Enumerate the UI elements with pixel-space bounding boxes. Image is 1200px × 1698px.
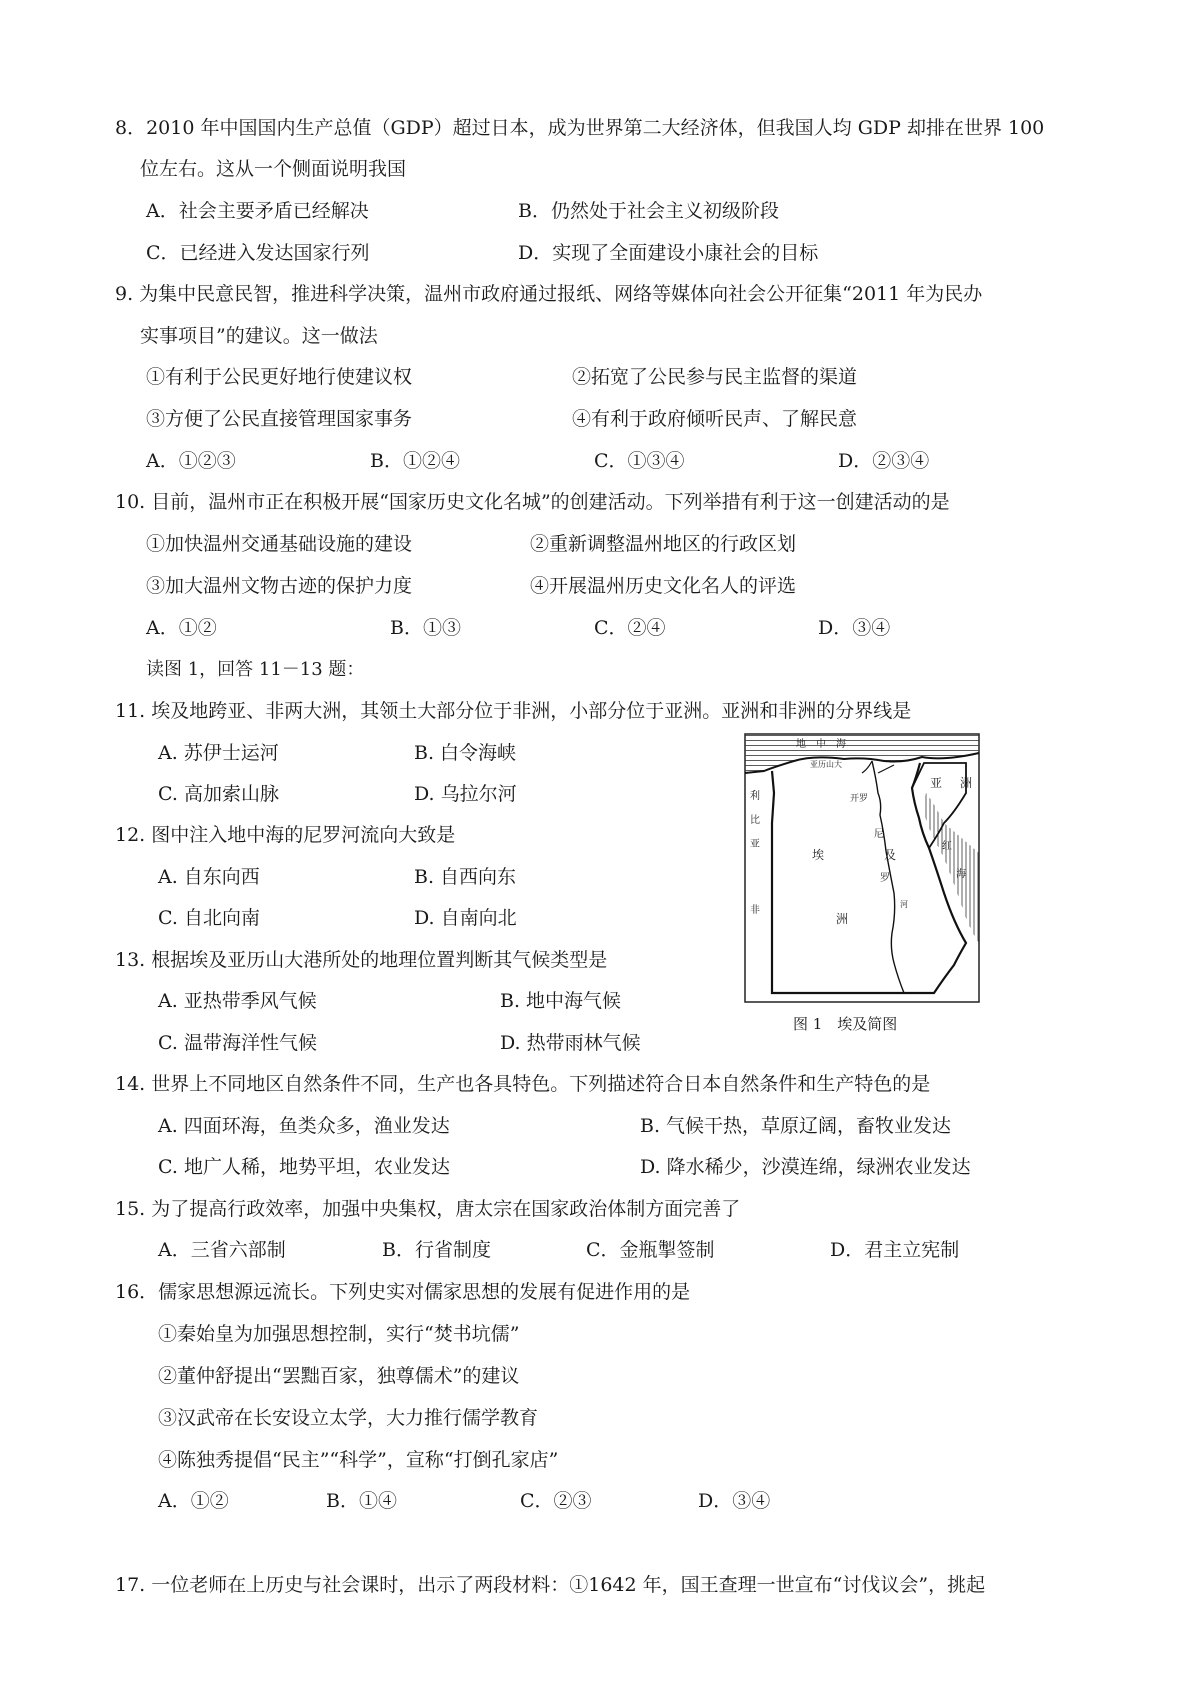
label-nile-3: 河 [900,900,908,909]
label-redsea-2: 海 [956,869,966,880]
q10-option-a: A．①② [146,617,217,639]
q9-stem-line1: 9. 为集中民意民智，推进科学决策，温州市政府通过报纸、网络等媒体向社会公开征集“2011 年为民办 [115,283,983,305]
q14-option-c: C. 地广人稀，地势平坦，农业发达 [158,1156,450,1178]
q8-option-d: D．实现了全面建设小康社会的目标 [518,242,819,264]
label-alexandria: 亚历山大 [810,760,842,769]
q13-option-c: C. 温带海洋性气候 [158,1032,317,1054]
q8-option-a: A．社会主要矛盾已经解决 [146,200,369,222]
q12-stem: 12. 图中注入地中海的尼罗河流向大致是 [115,824,456,846]
map-caption: 图 1 埃及简图 [793,1015,898,1033]
label-nile-2: 罗 [880,873,890,884]
q16-statement-4: ④陈独秀提倡“民主”“科学”，宣称“打倒孔家店” [158,1449,559,1471]
q16-option-b: B．①④ [326,1490,397,1512]
label-asia-1: 亚 [930,776,943,790]
q17-stem: 17. 一位老师在上历史与社会课时，出示了两段材料：①1642 年，国王查理一世宣布“讨伐议会”，挑起 [115,1574,986,1596]
q16-statement-1: ①秦始皇为加强思想控制，实行“焚书坑儒” [158,1323,520,1345]
q11-option-b: B. 白令海峡 [414,742,517,764]
label-egypt: 埃 [812,848,825,862]
label-africa: 非 [750,905,760,916]
q11-stem: 11. 埃及地跨亚、非两大洲，其领土大部分位于非洲，小部分位于亚洲。亚洲和非洲的分界线是 [115,700,912,722]
q8-stem-line2: 位左右。这从一个侧面说明我国 [140,158,407,180]
q8-option-c: C．已经进入发达国家行列 [146,242,370,264]
q16-stem: 16．儒家思想源远流长。下列史实对儒家思想的发展有促进作用的是 [115,1281,691,1303]
q14-option-d: D. 降水稀少，沙漠连绵，绿洲农业发达 [640,1156,971,1178]
label-egypt-and: 及 [884,848,897,862]
q8-stem-line1: 8．2010 年中国国内生产总值（GDP）超过日本，成为世界第二大经济体，但我国人均 GDP 却排在世界 100 [115,117,1045,139]
q12-option-b: B. 自西向东 [414,866,517,888]
egypt-map-figure [744,733,980,1003]
q11-option-c: C. 高加索山脉 [158,783,279,805]
q12-option-c: C. 自北向南 [158,907,260,929]
q15-stem: 15. 为了提高行政效率，加强中央集权，唐太宗在国家政治体制方面完善了 [115,1198,741,1220]
q10-option-d: D．③④ [818,617,891,639]
label-cairo: 开罗 [850,794,869,804]
q16-option-c: C．②③ [520,1490,592,1512]
q9-statement-4: ④有利于政府倾听民声、了解民意 [572,408,858,430]
q10-stem: 10. 目前，温州市正在积极开展“国家历史文化名城”的创建活动。下列举措有利于这一创建活动的是 [115,491,950,513]
q9-option-c: C．①③④ [594,450,685,472]
q10-option-c: C．②④ [594,617,666,639]
q13-option-b: B. 地中海气候 [500,990,622,1012]
q10-statement-2: ②重新调整温州地区的行政区划 [530,533,797,555]
label-nile-1: 尼 [874,829,884,840]
q15-option-a: A．三省六部制 [158,1239,286,1261]
q12-option-a: A. 自东向西 [158,866,260,888]
q8-option-b: B．仍然处于社会主义初级阶段 [518,200,779,222]
q13-option-a: A. 亚热带季风气候 [158,990,317,1012]
q11-option-d: D. 乌拉尔河 [414,783,517,805]
q13-stem: 13. 根据埃及亚历山大港所处的地理位置判断其气候类型是 [115,949,608,971]
label-libya-1: 利 [750,791,760,802]
map-frame [745,734,979,1002]
q16-option-d: D．③④ [698,1490,771,1512]
q15-option-d: D．君主立宪制 [830,1239,960,1261]
q9-statement-2: ②拓宽了公民参与民主监督的渠道 [572,366,858,388]
q9-statement-3: ③方便了公民直接管理国家事务 [146,408,413,430]
q12-option-d: D. 自南向北 [414,907,517,929]
label-libya-2: 比 [750,815,760,826]
q13-option-d: D. 热带雨林气候 [500,1032,641,1054]
q9-option-a: A．①②③ [146,450,236,472]
q9-stem-line2: 实事项目”的建议。这一做法 [140,325,378,347]
q14-option-a: A. 四面环海，鱼类众多，渔业发达 [158,1115,450,1137]
q11-option-a: A. 苏伊士运河 [158,742,279,764]
label-continent: 洲 [836,912,849,926]
label-asia-2: 洲 [960,776,973,790]
q10-statement-3: ③加大温州文物古迹的保护力度 [146,575,413,597]
q9-statement-1: ①有利于公民更好地行使建议权 [146,366,413,388]
q14-stem: 14. 世界上不同地区自然条件不同，生产也各具特色。下列描述符合日本自然条件和生产特色的是 [115,1073,931,1095]
label-mediterranean: 地 中 海 [796,739,846,750]
q9-option-b: B．①②④ [370,450,460,472]
figure-intro: 读图 1，回答 11－13 题： [146,659,365,680]
q14-option-b: B. 气候干热，草原辽阔，畜牧业发达 [640,1115,952,1137]
label-redsea-1: 红 [942,841,952,852]
q10-statement-1: ①加快温州交通基础设施的建设 [146,533,413,555]
q16-statement-3: ③汉武帝在长安设立太学，大力推行儒学教育 [158,1407,539,1429]
q15-option-b: B．行省制度 [382,1239,491,1261]
q9-option-d: D．②③④ [838,450,930,472]
q16-option-a: A．①② [158,1490,229,1512]
label-libya-3: 亚 [750,839,760,850]
q15-option-c: C．金瓶掣签制 [586,1239,715,1261]
q10-statement-4: ④开展温州历史文化名人的评选 [530,575,797,597]
q16-statement-2: ②董仲舒提出“罢黜百家，独尊儒术”的建议 [158,1365,520,1387]
q10-option-b: B．①③ [390,617,461,639]
